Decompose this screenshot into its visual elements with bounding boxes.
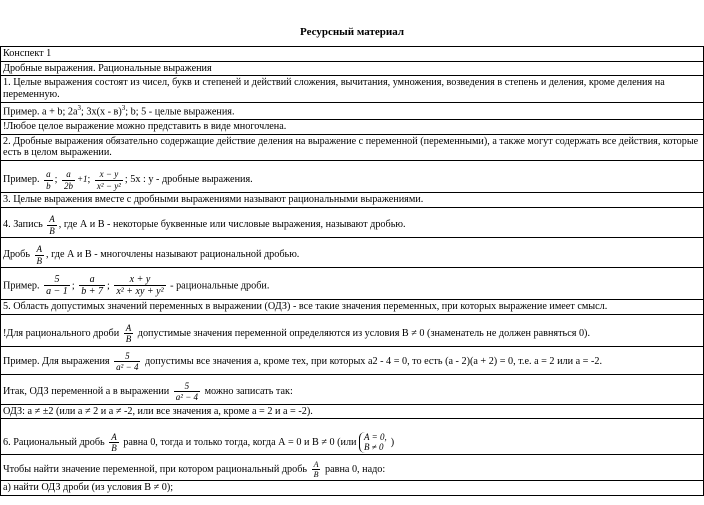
text: ; 3x(x - в) — [81, 106, 122, 118]
equation-system — [359, 432, 391, 453]
row-rule-6 — [1, 419, 704, 455]
denominator: B — [313, 470, 319, 480]
text: Чтобы найти значение переменной, при котором рациональный дробь — [3, 463, 308, 475]
row-find-zero — [1, 455, 704, 481]
denominator: a² − 4 — [116, 362, 139, 373]
numerator: a — [79, 274, 105, 287]
fraction — [174, 381, 200, 403]
numerator: x + y — [114, 274, 165, 287]
fraction — [124, 323, 134, 345]
text: 6. Рациональный дробь — [3, 436, 105, 448]
numerator: 5 — [44, 274, 70, 287]
text: ; — [106, 280, 110, 292]
denominator: B — [49, 225, 55, 236]
row-summary — [1, 374, 704, 404]
fraction — [114, 351, 140, 373]
fraction — [44, 274, 70, 298]
numerator: A — [125, 322, 132, 333]
text: можно записать так: — [204, 386, 293, 398]
text: Итак, ОДЗ переменной а в выражении — [3, 386, 170, 398]
row-rule-5: 5. Область допустимых значений переменных в выражении (ОДЗ) - все такие значения переменных, при которых выражение имеет смысл. — [1, 299, 704, 314]
denominator: b — [46, 180, 51, 191]
text: Пример. Для выражения — [3, 356, 110, 368]
row-rule-2: 2. Дробные выражения обязательно содержащие действие деления на выражение с переменной (переменными), а также могут содержать все действия, которые есть в целом выражении. — [1, 134, 704, 160]
text: допустимые значения переменной определяются из условия В ≠ 0 (знаменатель не должен равняться 0). — [137, 328, 590, 340]
content-table — [0, 46, 704, 496]
exponent: 3 — [121, 103, 126, 112]
denominator: 2b — [63, 180, 73, 191]
row-example-1 — [1, 102, 704, 119]
system-line: B ≠ 0 — [364, 442, 384, 453]
numerator: A — [111, 431, 117, 442]
row-rational-fraction — [1, 237, 704, 267]
text: равна 0, надо: — [325, 463, 386, 475]
exponent: 3 — [77, 103, 82, 112]
fraction — [35, 244, 45, 266]
numerator: A — [36, 244, 43, 255]
fraction — [109, 432, 119, 454]
denominator: a² − 4 — [175, 392, 199, 403]
numerator: a — [46, 169, 51, 180]
row-step-a: а) найти ОДЗ дроби (из условия В ≠ 0); — [1, 481, 704, 496]
row-example-3 — [1, 267, 704, 299]
fraction — [95, 169, 123, 191]
denominator: B — [111, 442, 117, 453]
row-example-4 — [1, 346, 704, 374]
numerator: 5 — [114, 351, 140, 362]
numerator: x − y — [95, 169, 123, 180]
numerator: a — [62, 169, 75, 180]
text: 4. Запись — [3, 219, 43, 231]
fraction — [114, 274, 165, 298]
text: ; — [54, 174, 58, 186]
row-odz: ОДЗ: а ≠ ±2 (или а ≠ 2 и а ≠ -2, или все значения а, кроме а = 2 и а = -2). — [1, 404, 704, 419]
fraction — [62, 169, 75, 191]
system-line: A = 0, — [364, 432, 387, 443]
denominator: x² − y² — [96, 180, 121, 191]
text: ; — [87, 174, 91, 186]
text: допустимы все значения а, кроме тех, при которых а2 - 4 = 0, то есть (а - 2)(а + 2) = 0, т.е. а = 2 или а = -2. — [145, 356, 603, 368]
row-rule-4 — [1, 207, 704, 237]
row-example-2 — [1, 161, 704, 193]
text: Пример. — [3, 280, 40, 292]
text: ; — [71, 280, 75, 292]
text: ; 5х : у - дробные выражения. — [124, 174, 253, 186]
denominator: b + 7 — [81, 286, 103, 298]
text: равна 0, тогда и только тогда, когда А = 0 и В ≠ 0 (или — [123, 436, 357, 448]
denominator: x² + xy + y² — [116, 286, 164, 298]
row-topic: Дробные выражения. Рациональные выражения — [1, 61, 704, 76]
text: Пример. а + b; 2a — [3, 106, 78, 118]
text: - рациональные дроби. — [170, 280, 270, 292]
row-note-1: !Любое целое выражение можно представить в виде многочлена. — [1, 119, 704, 134]
fraction — [47, 214, 57, 236]
row-konspekt: Конспект 1 — [1, 47, 704, 62]
fraction — [79, 274, 105, 298]
text: !Для рационального дроби — [3, 328, 120, 340]
page-title: Ресурсный материал — [300, 26, 404, 38]
text: Дробь — [3, 249, 30, 261]
text: +1 — [76, 174, 88, 185]
denominator: B — [36, 255, 43, 266]
row-rule-3: 3. Целые выражения вместе с дробными выражениями называют рациональными выражениями. — [1, 193, 704, 208]
fraction — [312, 460, 321, 479]
row-note-2 — [1, 314, 704, 346]
denominator: B — [125, 334, 132, 345]
numerator: 5 — [174, 381, 200, 392]
text: , где А и В - некоторые буквенные или числовые выражения, называют дробью. — [58, 219, 406, 231]
numerator: A — [49, 214, 55, 225]
text: ; b; 5 - целые выражения. — [125, 106, 235, 118]
text: ) — [390, 436, 395, 448]
fraction — [44, 169, 53, 191]
text: Пример. — [3, 174, 40, 186]
row-rule-1: 1. Целые выражения состоят из чисел, букв и степеней и действий сложения, вычитания, умножения, возведения в степень и деления, кроме деления на переменную. — [1, 76, 704, 102]
numerator: A — [313, 459, 319, 469]
text: , где А и В - многочлены называют рациональной дробью. — [46, 249, 300, 261]
denominator: a − 1 — [46, 286, 68, 298]
